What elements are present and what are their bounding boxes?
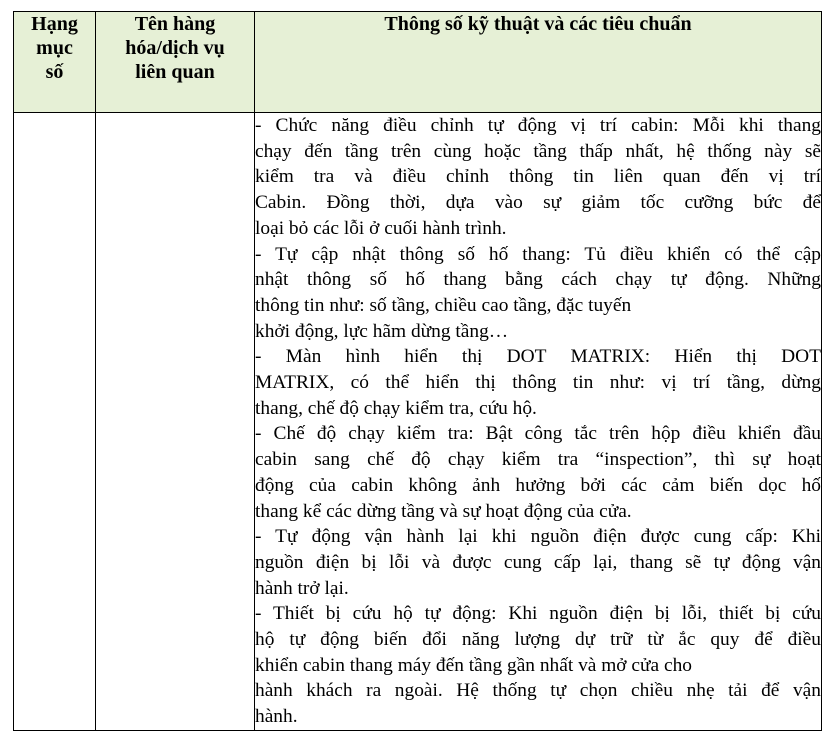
spec-line: chạy đến tầng trên cùng hoặc tầng thấp nhất, hệ thống này sẽ [255, 140, 821, 162]
spec-line: - Chức năng điều chỉnh tự động vị trí cabin: Mỗi khi thang [255, 115, 821, 136]
spec-line: loại bỏ các lỗi ở cuối hành trình. [255, 217, 507, 239]
spec-line: hành. [255, 706, 298, 728]
header-goods-services-line-3: liên quan [135, 61, 215, 83]
spec-line: - Tự cập nhật thông số hố thang: Tủ điều khiển có thể cập [255, 243, 821, 265]
header-specifications: Thông số kỹ thuật và các tiêu chuẩn [255, 12, 822, 113]
header-goods-services-line-2: hóa/dịch vụ [125, 37, 225, 59]
spec-line: - Thiết bị cứu hộ tự động: Khi nguồn điện bị lỗi, thiết bị cứu [255, 603, 821, 625]
spec-line: hành trở lại. [255, 577, 349, 599]
header-item-number [14, 12, 96, 113]
item-number-cell [14, 113, 96, 731]
spec-paragraph-dot-matrix-display [255, 344, 821, 421]
spec-paragraph-auto-position-adjust [255, 113, 821, 242]
spec-line: - Tự động vận hành lại khi nguồn điện được cung cấp: Khi [255, 526, 821, 548]
header-item-number-line-1: Hạng [31, 13, 78, 35]
spec-line: MATRIX, có thể hiển thị thông tin như: vị trí tầng, dừng [255, 372, 821, 394]
spec-line: nhật thông số hố thang bằng cách chạy tự động. Những [255, 269, 821, 291]
specifications-cell [255, 113, 822, 731]
header-row [14, 12, 822, 113]
spec-line: kiểm tra và điều chỉnh thông tin liên quan đến vị trí [255, 166, 821, 188]
spec-line: thông tin như: số tầng, chiều cao tầng, đặc tuyến [255, 294, 632, 316]
spec-line: - Màn hình hiển thị DOT MATRIX: Hiển thị DOT [255, 346, 821, 368]
header-item-number-line-2: mục [36, 37, 73, 59]
spec-paragraph-shaft-parameter-update [255, 242, 821, 345]
table-row [14, 113, 822, 731]
spec-line: thang, chế độ chạy kiểm tra, cứu hộ. [255, 397, 537, 419]
spec-line: khiển cabin thang máy đến tầng gần nhất và mở cửa cho [255, 654, 692, 676]
specification-table [13, 11, 822, 731]
spec-line: khởi động, lực hãm dừng tầng… [255, 320, 509, 342]
spec-paragraph-auto-rescue-device [255, 601, 821, 730]
spec-line: thang kể các dừng tầng và sự hoạt động của cửa. [255, 500, 632, 522]
spec-paragraph-inspection-mode [255, 421, 821, 524]
spec-line: - Chế độ chạy kiểm tra: Bật công tắc trên hộp điều khiển đầu [255, 423, 821, 445]
header-goods-services-line-1: Tên hàng [134, 13, 216, 35]
spec-line: động của cabin không ảnh hưởng bởi các cảm biến dọc hố [255, 474, 821, 496]
header-goods-services [96, 12, 255, 113]
spec-line: hành khách ra ngoài. Hệ thống tự chọn chiều nhẹ tải để vận [255, 680, 821, 702]
spec-line: nguồn điện bị lỗi và được cung cấp lại, thang sẽ tự động vận [255, 551, 821, 573]
spec-paragraph-auto-restart [255, 524, 821, 601]
spec-line: hộ tự động biến đổi năng lượng dự trữ từ ắc quy để điều [255, 629, 821, 651]
spec-line: cabin sang chế độ chạy kiểm tra “inspection”, thì sự hoạt [255, 449, 821, 471]
spec-line: Cabin. Đồng thời, dựa vào sự giảm tốc cưỡng bức để [255, 192, 821, 214]
header-item-number-line-3: số [45, 61, 64, 83]
goods-services-cell [96, 113, 255, 731]
